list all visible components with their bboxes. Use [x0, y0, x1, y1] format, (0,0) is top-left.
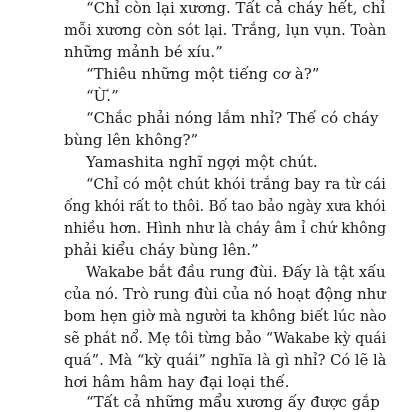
text-line: sẽ phát nổ. Mẹ tôi từng bảo “Wakabe kỳ quái [64, 329, 387, 347]
text-line: những mảnh bé xíu.” [64, 43, 223, 61]
text-line: nhiều hơn. Hình như là cháy âm ỉ chứ không [64, 219, 387, 237]
text-line: mỗi xương còn sót lại. Trắng, lụn vụn. Toàn [64, 21, 387, 39]
text-line: của nó. Trò rung đùi của nó hoạt động như [64, 285, 386, 303]
text-line: hơi hâm hâm hay đại loại thế. [64, 373, 290, 391]
text-line: Wakabe bắt đầu rung đùi. Đấy là tật xấu [86, 263, 386, 281]
text-line: “Tất cả những mẩu xương ấy được gắp [86, 393, 380, 411]
text-line: quá”. Mà “kỳ quái” nghĩa là gì nhỉ? Có lẽ là [64, 351, 387, 369]
text-line: ống khói rất to thôi. Bố tao bảo ngày xưa khói [64, 197, 386, 215]
text-line: “Chỉ còn lại xương. Tất cả cháy hết, chỉ [86, 0, 386, 17]
text-line: “Chắc phải nóng lắm nhỉ? Thế có cháy [86, 109, 379, 127]
text-line: “Ừ.” [86, 87, 119, 105]
text-line: bùng lên không?” [64, 131, 199, 149]
text-line: “Thiêu những một tiếng cơ à?” [86, 65, 320, 83]
text-line: bom hẹn giờ mà người ta không biết lúc nào [64, 307, 387, 325]
text-line: Yamashita nghĩ ngợi một chút. [86, 153, 318, 171]
text-line: phải kiểu cháy bùng lên.” [64, 241, 259, 259]
text-line: “Chỉ có một chút khói trắng bay ra từ cái [86, 175, 386, 193]
